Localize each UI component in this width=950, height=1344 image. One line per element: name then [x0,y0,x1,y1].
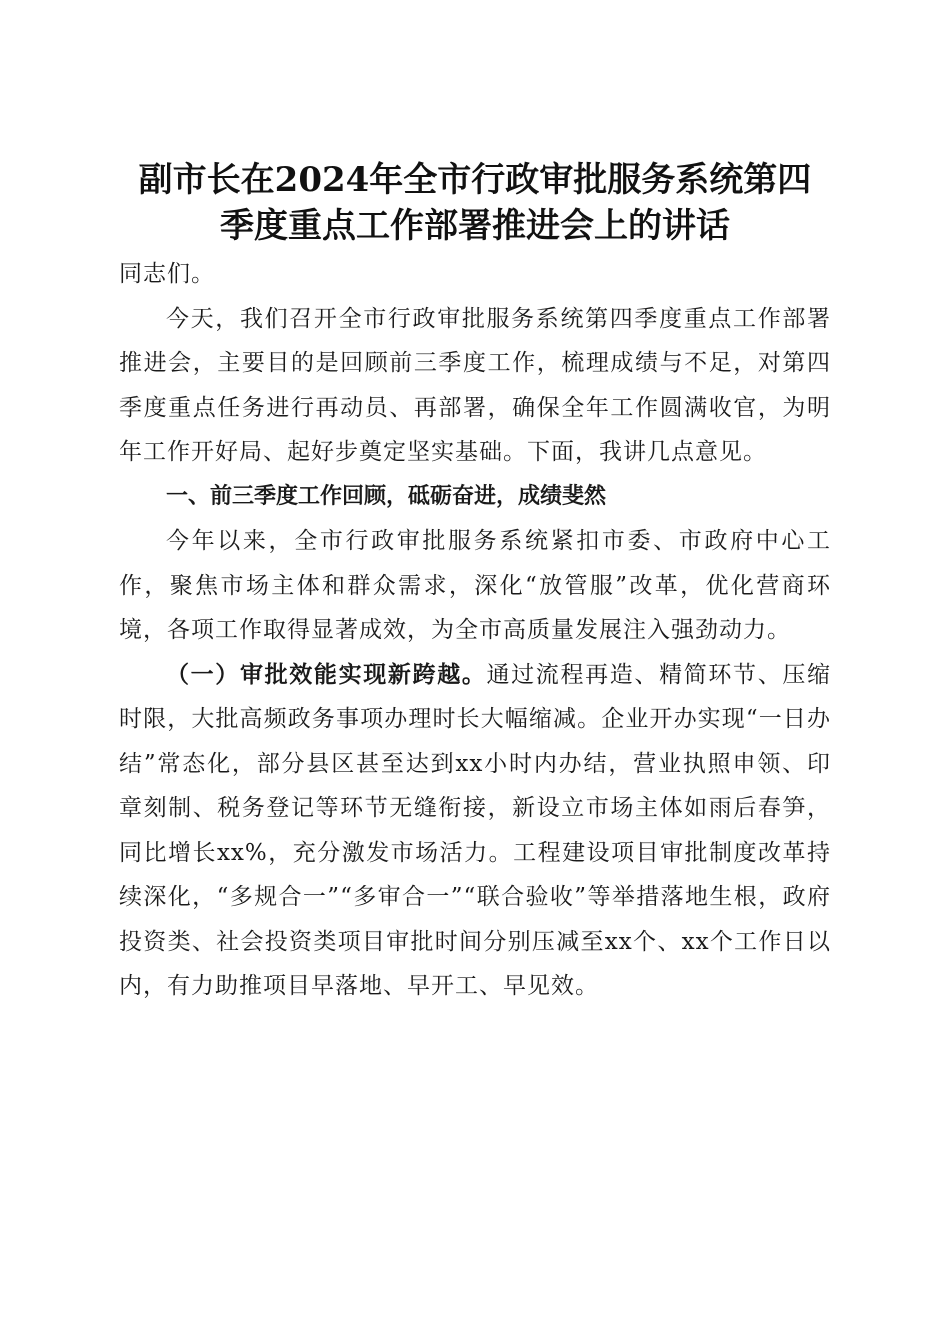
intro-paragraph: 今天，我们召开全市行政审批服务系统第四季度重点工作部署推进会，主要目的是回顾前三季度工作，梳理成绩与不足，对第四季度重点任务进行再动员、再部署，确保全年工作圆满收官，为明年工作开好局、起好步奠定坚实基础。下面，我讲几点意见。 [119,305,831,465]
section-1-heading: 一、前三季度工作回顾，砥砺奋进，成绩斐然 [166,483,607,509]
section-1-paragraph: 今年以来，全市行政审批服务系统紧扣市委、市政府中心工作，聚焦市场主体和群众需求，深化“放管服”改革，优化营商环境，各项工作取得显著成效，为全市高质量发展注入强劲动力。 [119,528,831,643]
title-line-1: 副市长在2024年全市行政审批服务系统第四 [138,159,812,200]
title-line-2: 季度重点工作部署推进会上的讲话 [220,205,730,246]
subsection-1-paragraph [119,653,831,1009]
document-title [100,157,850,249]
subsection-1-text: 通过流程再造、精简环节、压缩时限，大批高频政务事项办理时长大幅缩减。企业开办实现“一日办结”常态化，部分县区甚至达到xx小时内办结，营业执照申领、印章刻制、税务登记等环节无缝衔接，新设立市场主体如雨后春笋，同比增长xx%，充分激发市场活力。工程建设项目审批制度改革持续深化，“多规合一”“多审合一”“联合验收”等举措落地生根，政府投资类、社会投资类项目审批时间分别压减至xx个、xx个工作日以内，有力助推项目早落地、早开工、早见效。 [119,661,832,999]
salutation: 同志们。 [119,261,215,287]
document-body [119,252,831,1009]
subsection-1-heading: （一）审批效能实现新跨越。 [166,661,487,688]
